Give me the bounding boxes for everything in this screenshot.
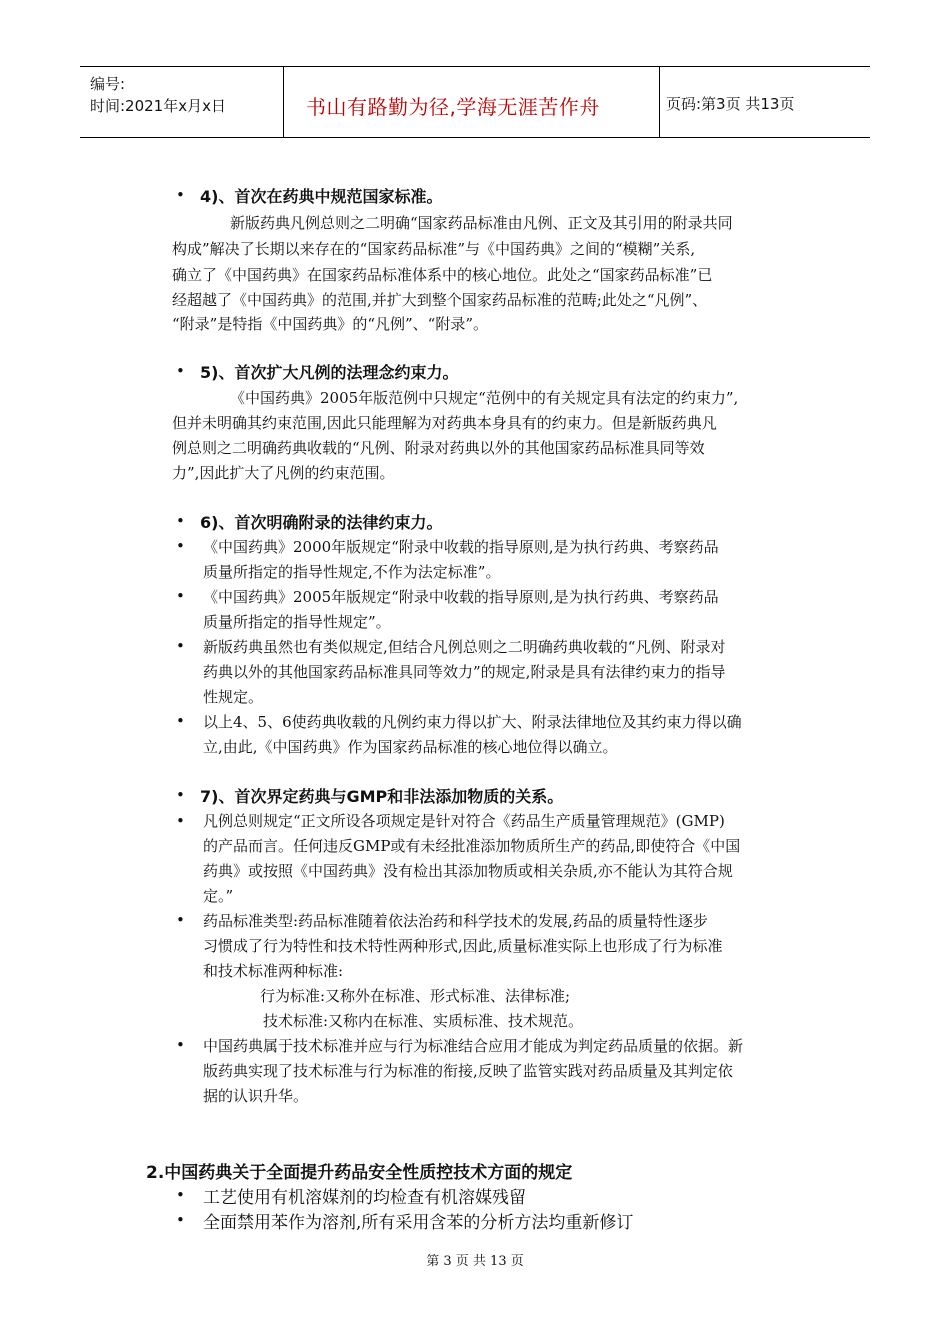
- header-page-info: [660, 67, 870, 137]
- bullet: •: [176, 537, 185, 555]
- list-item-line: 性规定。: [203, 688, 264, 706]
- header-motto: [284, 67, 660, 137]
- sub-item-line: 技术标准:又称内在标准、实质标准、技术规范。: [263, 1012, 584, 1030]
- bullet: •: [176, 1211, 185, 1229]
- list-item-line: 凡例总则规定“正文所设各项规定是针对符合《药品生产质量管理规范》(GMP): [203, 812, 725, 830]
- section-4-line: 确立了《中国药典》在国家药品标准体系中的核心地位。此处之“国家药品标准”已: [172, 266, 713, 284]
- list-item-line: 工艺使用有机溶媒剂的均检查有机溶媒残留: [203, 1188, 526, 1208]
- bullet: •: [176, 1036, 185, 1054]
- section-5-line: 例总则之二明确药典收载的“凡例、附录对药典以外的其他国家药品标准具同等效: [172, 439, 705, 457]
- section-5-line: 力”,因此扩大了凡例的约束范围。: [172, 464, 395, 482]
- motto-text: 书山有路勤为径,学海无涯苦作舟: [306, 95, 600, 119]
- section-4-line: “附录”是特指《中国药典》的“凡例”、“附录”。: [172, 315, 489, 333]
- list-item-line: 的产品而言。任何违反GMP或有未经批准添加物质所生产的药品,即使符合《中国: [203, 837, 741, 855]
- page-footer: 第 3 页 共 13 页: [426, 1254, 524, 1269]
- section-6-title: 6)、首次明确附录的法律约束力。: [200, 513, 443, 532]
- list-item-line: 以上4、5、6使药典收载的凡例约束力得以扩大、附录法律地位及其约束力得以确: [203, 713, 742, 731]
- list-item-line: 定。”: [203, 887, 234, 905]
- section-2-title: 2.中国药典关于全面提升药品安全性质控技术方面的规定: [146, 1163, 573, 1183]
- list-item-line: 药品标准类型:药品标准随着依法治药和科学技术的发展,药品的质量特性逐步: [203, 912, 708, 930]
- section-5-title: 5)、首次扩大凡例的法理念约束力。: [200, 363, 459, 382]
- bullet: •: [176, 637, 185, 655]
- list-item-line: 《中国药典》2000年版规定“附录中收载的指导原则,是为执行药典、考察药品: [203, 538, 719, 556]
- bullet: •: [176, 712, 185, 730]
- list-item-line: 全面禁用苯作为溶剂,所有采用含苯的分析方法均重新修订: [203, 1213, 634, 1233]
- list-item-line: 中国药典属于技术标准并应与行为标准结合应用才能成为判定药品质量的依据。新: [203, 1037, 744, 1055]
- bullet: •: [176, 362, 185, 380]
- list-item-line: 立,由此,《中国药典》作为国家药品标准的核心地位得以确立。: [203, 738, 618, 756]
- list-item-line: 据的认识升华。: [203, 1087, 309, 1105]
- list-item-line: 新版药典虽然也有类似规定,但结合凡例总则之二明确药典收载的“凡例、附录对: [203, 638, 726, 656]
- section-4-line: 构成”解决了长期以来存在的“国家药品标准”与《中国药典》之间的“模糊”关系,: [172, 240, 696, 258]
- bullet: •: [176, 911, 185, 929]
- sub-item-line: 行为标准:又称外在标准、形式标准、法律标准;: [260, 987, 571, 1005]
- section-7-title: 7)、首次界定药典与GMP和非法添加物质的关系。: [200, 787, 564, 806]
- section-4-title: 4)、首次在药典中规范国家标准。: [200, 187, 443, 206]
- bullet: •: [176, 786, 185, 804]
- section-5-line: 但并未明确其约束范围,因此只能理解为对药典本身具有的约束力。但是新版药典凡: [172, 414, 717, 432]
- bullet: •: [176, 512, 185, 530]
- page-info-text: 页码:第3页 共13页: [666, 95, 795, 113]
- section-4-line: 新版药典凡例总则之二明确“国家药品标准由凡例、正文及其引用的附录共同: [230, 214, 733, 232]
- list-item-line: 质量所指定的指导性规定”。: [203, 613, 391, 631]
- section-4-line: 经超越了《中国药典》的范围,并扩大到整个国家药品标准的范畴;此处之“凡例”、: [172, 291, 708, 309]
- list-item-line: 药典以外的其他国家药品标准具同等效力”的规定,附录是具有法律约束力的指导: [203, 663, 726, 681]
- bullet: •: [176, 186, 185, 204]
- list-item-line: 质量所指定的指导性规定,不作为法定标准”。: [203, 563, 501, 581]
- list-item-line: 和技术标准两种标准:: [203, 962, 344, 980]
- bullet: •: [176, 587, 185, 605]
- list-item-line: 《中国药典》2005年版规定“附录中收载的指导原则,是为执行药典、考察药品: [203, 588, 719, 606]
- bullet: •: [176, 812, 185, 830]
- bullet: •: [176, 1186, 185, 1204]
- list-item-line: 版药典实现了技术标准与行为标准的衔接,反映了监管实践对药品质量及其判定依: [203, 1062, 733, 1080]
- list-item-line: 药典》或按照《中国药典》没有检出其添加物质或相关杂质,亦不能认为其符合规: [203, 862, 733, 880]
- header-meta: [80, 67, 284, 137]
- page-header: [80, 66, 870, 138]
- number-label: 编号:: [90, 75, 126, 93]
- section-5-line: 《中国药典》2005年版范例中只规定“范例中的有关规定具有法定的约束力”,: [230, 389, 739, 407]
- list-item-line: 习惯成了行为特性和技术特性两种形式,因此,质量标准实际上也形成了行为标准: [203, 937, 723, 955]
- date-label: 时间:2021年x月x日: [90, 97, 226, 115]
